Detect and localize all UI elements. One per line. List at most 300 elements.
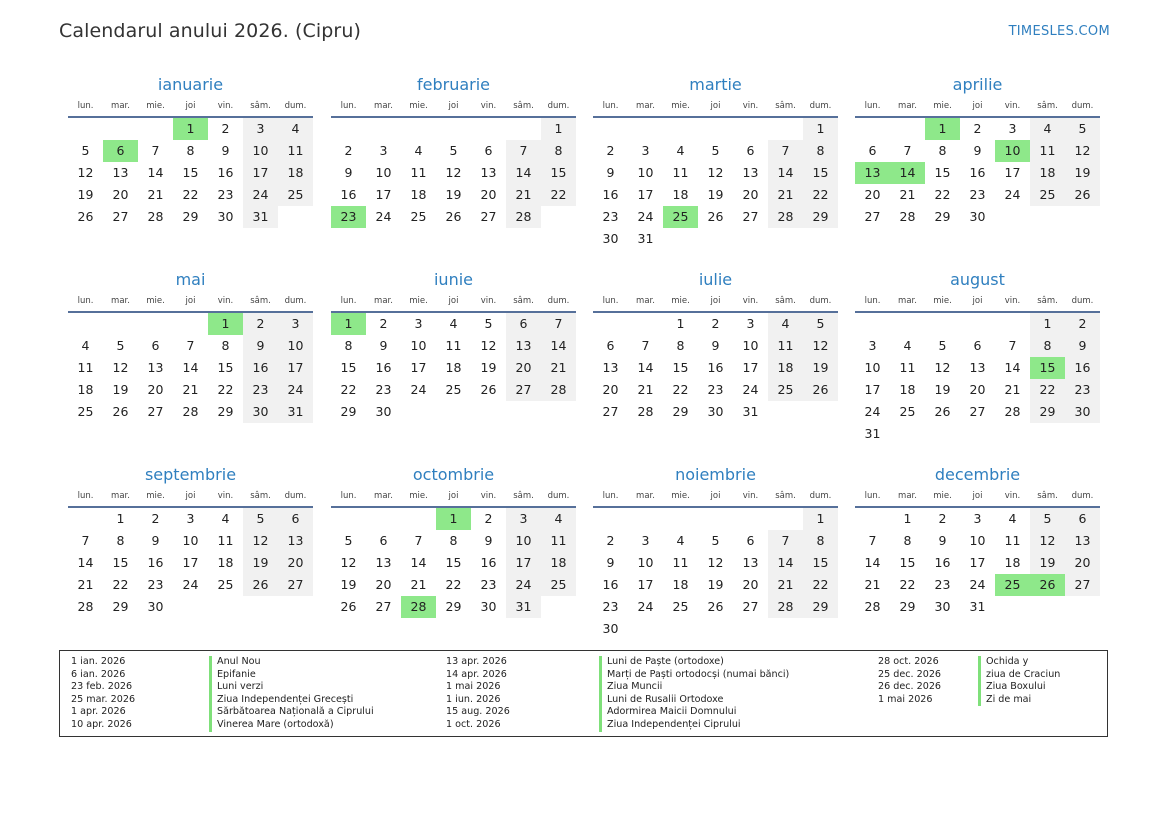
day-cell[interactable]: 9: [1065, 335, 1100, 357]
day-cell[interactable]: 5: [1030, 508, 1065, 530]
day-cell[interactable]: 2: [243, 313, 278, 335]
day-cell[interactable]: 21: [768, 184, 803, 206]
day-cell[interactable]: 7: [768, 140, 803, 162]
day-cell[interactable]: 7: [641, 338, 650, 353]
day-cell[interactable]: 25: [1030, 184, 1065, 206]
day-cell[interactable]: 10: [243, 140, 278, 162]
day-cell[interactable]: 9: [606, 555, 615, 570]
day-cell[interactable]: 3: [868, 338, 877, 353]
day-cell[interactable]: 28: [182, 404, 199, 419]
day-cell[interactable]: 26: [480, 382, 497, 397]
day-cell[interactable]: 2: [484, 511, 493, 526]
day-cell[interactable]: 15: [445, 555, 462, 570]
day-cell[interactable]: 7: [768, 530, 803, 552]
day-cell[interactable]: 16: [217, 165, 234, 180]
day-cell[interactable]: 12: [707, 555, 724, 570]
day-cell[interactable]: 24: [969, 577, 986, 592]
day-cell[interactable]: 5: [116, 338, 125, 353]
day-cell[interactable]: 17: [637, 577, 654, 592]
day-cell[interactable]: 30: [375, 404, 392, 419]
day-cell[interactable]: 2: [606, 143, 615, 158]
day-cell[interactable]: 29: [445, 599, 462, 614]
day-cell[interactable]: 5: [81, 143, 90, 158]
day-cell[interactable]: 24: [243, 184, 278, 206]
day-cell[interactable]: 7: [541, 313, 576, 335]
day-cell[interactable]: 30: [243, 401, 278, 423]
day-cell[interactable]: 23: [243, 379, 278, 401]
day-cell[interactable]: 3: [1008, 121, 1017, 136]
day-cell[interactable]: 1: [803, 118, 838, 140]
day-cell[interactable]: 31: [864, 426, 881, 441]
day-cell[interactable]: 2: [973, 121, 982, 136]
day-cell[interactable]: 7: [1008, 338, 1017, 353]
day-cell[interactable]: 11: [278, 140, 313, 162]
day-cell[interactable]: 2: [221, 121, 230, 136]
day-cell[interactable]: 25: [541, 574, 576, 596]
day-cell[interactable]: 12: [1030, 530, 1065, 552]
day-cell[interactable]: 8: [541, 140, 576, 162]
day-cell[interactable]: 18: [445, 360, 462, 375]
day-cell[interactable]: 17: [969, 555, 986, 570]
day-cell[interactable]: 23: [969, 187, 986, 202]
day-cell[interactable]: 20: [278, 552, 313, 574]
day-cell[interactable]: 29: [112, 599, 129, 614]
day-cell[interactable]: 1: [116, 511, 125, 526]
day-cell[interactable]: 3: [746, 316, 755, 331]
day-cell[interactable]: 8: [938, 143, 947, 158]
day-cell[interactable]: 2: [344, 143, 353, 158]
day-cell[interactable]: 27: [742, 599, 759, 614]
day-cell[interactable]: 23: [375, 382, 392, 397]
day-cell[interactable]: 7: [186, 338, 195, 353]
day-cell[interactable]: 22: [445, 577, 462, 592]
day-cell[interactable]: 31: [969, 599, 986, 614]
day-cell[interactable]: 14: [890, 162, 925, 184]
day-cell[interactable]: 3: [379, 143, 388, 158]
day-cell[interactable]: 13: [278, 530, 313, 552]
day-cell[interactable]: 1: [331, 313, 366, 335]
day-cell[interactable]: 7: [81, 533, 90, 548]
day-cell[interactable]: 10: [864, 360, 881, 375]
day-cell[interactable]: 23: [602, 209, 619, 224]
day-cell[interactable]: 19: [340, 577, 357, 592]
day-cell[interactable]: 29: [899, 599, 916, 614]
day-cell[interactable]: 14: [410, 555, 427, 570]
day-cell[interactable]: 23: [217, 187, 234, 202]
day-cell[interactable]: 6: [973, 338, 982, 353]
day-cell[interactable]: 10: [995, 140, 1030, 162]
day-cell[interactable]: 4: [768, 313, 803, 335]
day-cell[interactable]: 23: [331, 206, 366, 228]
day-cell[interactable]: 1: [541, 118, 576, 140]
day-cell[interactable]: 15: [182, 165, 199, 180]
day-cell[interactable]: 15: [899, 555, 916, 570]
day-cell[interactable]: 15: [340, 360, 357, 375]
day-cell[interactable]: 16: [375, 360, 392, 375]
day-cell[interactable]: 21: [864, 577, 881, 592]
day-cell[interactable]: 16: [147, 555, 164, 570]
day-cell[interactable]: 24: [410, 382, 427, 397]
day-cell[interactable]: 20: [602, 382, 619, 397]
day-cell[interactable]: 26: [707, 599, 724, 614]
day-cell[interactable]: 20: [480, 187, 497, 202]
day-cell[interactable]: 10: [969, 533, 986, 548]
day-cell[interactable]: 8: [803, 140, 838, 162]
day-cell[interactable]: 28: [147, 209, 164, 224]
day-cell[interactable]: 17: [278, 357, 313, 379]
day-cell[interactable]: 4: [81, 338, 90, 353]
day-cell[interactable]: 19: [934, 382, 951, 397]
day-cell[interactable]: 9: [606, 165, 615, 180]
day-cell[interactable]: 20: [742, 187, 759, 202]
day-cell[interactable]: 29: [672, 404, 689, 419]
day-cell[interactable]: 8: [221, 338, 230, 353]
day-cell[interactable]: 16: [340, 187, 357, 202]
day-cell[interactable]: 24: [864, 404, 881, 419]
day-cell[interactable]: 29: [803, 206, 838, 228]
day-cell[interactable]: 11: [768, 335, 803, 357]
day-cell[interactable]: 17: [182, 555, 199, 570]
day-cell[interactable]: 22: [182, 187, 199, 202]
day-cell[interactable]: 7: [506, 140, 541, 162]
day-cell[interactable]: 3: [641, 143, 650, 158]
day-cell[interactable]: 22: [899, 577, 916, 592]
day-cell[interactable]: 15: [934, 165, 951, 180]
day-cell[interactable]: 27: [742, 209, 759, 224]
day-cell[interactable]: 1: [903, 511, 912, 526]
day-cell[interactable]: 28: [768, 596, 803, 618]
day-cell[interactable]: 14: [506, 162, 541, 184]
day-cell[interactable]: 31: [243, 206, 278, 228]
day-cell[interactable]: 20: [864, 187, 881, 202]
day-cell[interactable]: 5: [344, 533, 353, 548]
day-cell[interactable]: 8: [676, 338, 685, 353]
day-cell[interactable]: 21: [899, 187, 916, 202]
day-cell[interactable]: 26: [1065, 184, 1100, 206]
day-cell[interactable]: 18: [1004, 555, 1021, 570]
day-cell[interactable]: 20: [742, 577, 759, 592]
day-cell[interactable]: 22: [934, 187, 951, 202]
day-cell[interactable]: 13: [480, 165, 497, 180]
day-cell[interactable]: 21: [637, 382, 654, 397]
day-cell[interactable]: 4: [541, 508, 576, 530]
day-cell[interactable]: 6: [1065, 508, 1100, 530]
day-cell[interactable]: 10: [506, 530, 541, 552]
day-cell[interactable]: 25: [410, 209, 427, 224]
day-cell[interactable]: 28: [768, 206, 803, 228]
day-cell[interactable]: 19: [77, 187, 94, 202]
day-cell[interactable]: 19: [112, 382, 129, 397]
day-cell[interactable]: 25: [278, 184, 313, 206]
day-cell[interactable]: 10: [182, 533, 199, 548]
day-cell[interactable]: 24: [182, 577, 199, 592]
day-cell[interactable]: 2: [711, 316, 720, 331]
day-cell[interactable]: 10: [742, 338, 759, 353]
day-cell[interactable]: 15: [803, 552, 838, 574]
day-cell[interactable]: 26: [77, 209, 94, 224]
day-cell[interactable]: 6: [746, 533, 755, 548]
day-cell[interactable]: 24: [637, 209, 654, 224]
day-cell[interactable]: 3: [641, 533, 650, 548]
day-cell[interactable]: 19: [1030, 552, 1065, 574]
day-cell[interactable]: 5: [803, 313, 838, 335]
day-cell[interactable]: 4: [278, 118, 313, 140]
day-cell[interactable]: 13: [855, 162, 890, 184]
day-cell[interactable]: 10: [375, 165, 392, 180]
day-cell[interactable]: 9: [484, 533, 493, 548]
day-cell[interactable]: 4: [221, 511, 230, 526]
day-cell[interactable]: 22: [541, 184, 576, 206]
day-cell[interactable]: 27: [480, 209, 497, 224]
day-cell[interactable]: 21: [768, 574, 803, 596]
day-cell[interactable]: 8: [449, 533, 458, 548]
day-cell[interactable]: 3: [973, 511, 982, 526]
day-cell[interactable]: 14: [637, 360, 654, 375]
day-cell[interactable]: 11: [541, 530, 576, 552]
day-cell[interactable]: 19: [243, 552, 278, 574]
day-cell[interactable]: 15: [672, 360, 689, 375]
day-cell[interactable]: 30: [147, 599, 164, 614]
day-cell[interactable]: 30: [969, 209, 986, 224]
brand-logo[interactable]: TIMESLES.COM: [1008, 24, 1110, 39]
day-cell[interactable]: 22: [672, 382, 689, 397]
day-cell[interactable]: 3: [186, 511, 195, 526]
day-cell[interactable]: 30: [602, 231, 619, 246]
day-cell[interactable]: 22: [803, 184, 838, 206]
day-cell[interactable]: 14: [182, 360, 199, 375]
day-cell[interactable]: 30: [934, 599, 951, 614]
day-cell[interactable]: 5: [484, 316, 493, 331]
day-cell[interactable]: 11: [217, 533, 234, 548]
day-cell[interactable]: 7: [414, 533, 423, 548]
day-cell[interactable]: 13: [375, 555, 392, 570]
day-cell[interactable]: 2: [379, 316, 388, 331]
day-cell[interactable]: 10: [278, 335, 313, 357]
day-cell[interactable]: 20: [506, 357, 541, 379]
day-cell[interactable]: 24: [637, 599, 654, 614]
day-cell[interactable]: 15: [112, 555, 129, 570]
day-cell[interactable]: 19: [707, 577, 724, 592]
day-cell[interactable]: 13: [742, 555, 759, 570]
day-cell[interactable]: 30: [1065, 401, 1100, 423]
day-cell[interactable]: 28: [77, 599, 94, 614]
day-cell[interactable]: 8: [116, 533, 125, 548]
day-cell[interactable]: 16: [602, 187, 619, 202]
day-cell[interactable]: 28: [637, 404, 654, 419]
day-cell[interactable]: 5: [711, 143, 720, 158]
day-cell[interactable]: 13: [506, 335, 541, 357]
day-cell[interactable]: 22: [1030, 379, 1065, 401]
day-cell[interactable]: 25: [899, 404, 916, 419]
day-cell[interactable]: 18: [217, 555, 234, 570]
day-cell[interactable]: 14: [147, 165, 164, 180]
day-cell[interactable]: 4: [414, 143, 423, 158]
day-cell[interactable]: 26: [803, 379, 838, 401]
day-cell[interactable]: 27: [506, 379, 541, 401]
day-cell[interactable]: 21: [410, 577, 427, 592]
day-cell[interactable]: 12: [707, 165, 724, 180]
day-cell[interactable]: 27: [278, 574, 313, 596]
day-cell[interactable]: 8: [1030, 335, 1065, 357]
day-cell[interactable]: 12: [243, 530, 278, 552]
day-cell[interactable]: 8: [803, 530, 838, 552]
day-cell[interactable]: 11: [410, 165, 427, 180]
day-cell[interactable]: 25: [995, 574, 1030, 596]
day-cell[interactable]: 24: [1004, 187, 1021, 202]
day-cell[interactable]: 21: [182, 382, 199, 397]
day-cell[interactable]: 18: [541, 552, 576, 574]
day-cell[interactable]: 6: [484, 143, 493, 158]
day-cell[interactable]: 6: [103, 140, 138, 162]
day-cell[interactable]: 7: [903, 143, 912, 158]
day-cell[interactable]: 3: [414, 316, 423, 331]
day-cell[interactable]: 12: [77, 165, 94, 180]
day-cell[interactable]: 24: [375, 209, 392, 224]
day-cell[interactable]: 24: [742, 382, 759, 397]
day-cell[interactable]: 29: [182, 209, 199, 224]
day-cell[interactable]: 19: [803, 357, 838, 379]
day-cell[interactable]: 7: [868, 533, 877, 548]
day-cell[interactable]: 2: [606, 533, 615, 548]
day-cell[interactable]: 9: [379, 338, 388, 353]
day-cell[interactable]: 29: [803, 596, 838, 618]
day-cell[interactable]: 25: [77, 404, 94, 419]
day-cell[interactable]: 25: [445, 382, 462, 397]
day-cell[interactable]: 18: [278, 162, 313, 184]
day-cell[interactable]: 28: [506, 206, 541, 228]
day-cell[interactable]: 25: [217, 577, 234, 592]
day-cell[interactable]: 8: [344, 338, 353, 353]
day-cell[interactable]: 23: [707, 382, 724, 397]
day-cell[interactable]: 6: [606, 338, 615, 353]
day-cell[interactable]: 3: [278, 313, 313, 335]
day-cell[interactable]: 21: [77, 577, 94, 592]
day-cell[interactable]: 28: [899, 209, 916, 224]
day-cell[interactable]: 24: [506, 574, 541, 596]
day-cell[interactable]: 28: [541, 379, 576, 401]
day-cell[interactable]: 9: [938, 533, 947, 548]
day-cell[interactable]: 26: [707, 209, 724, 224]
day-cell[interactable]: 27: [112, 209, 129, 224]
day-cell[interactable]: 28: [864, 599, 881, 614]
day-cell[interactable]: 5: [449, 143, 458, 158]
day-cell[interactable]: 27: [864, 209, 881, 224]
day-cell[interactable]: 6: [868, 143, 877, 158]
day-cell[interactable]: 6: [506, 313, 541, 335]
day-cell[interactable]: 23: [602, 599, 619, 614]
day-cell[interactable]: 14: [77, 555, 94, 570]
day-cell[interactable]: 13: [1065, 530, 1100, 552]
day-cell[interactable]: 13: [147, 360, 164, 375]
day-cell[interactable]: 9: [221, 143, 230, 158]
day-cell[interactable]: 28: [1004, 404, 1021, 419]
day-cell[interactable]: 6: [379, 533, 388, 548]
day-cell[interactable]: 25: [768, 379, 803, 401]
day-cell[interactable]: 22: [803, 574, 838, 596]
day-cell[interactable]: 27: [147, 404, 164, 419]
day-cell[interactable]: 9: [243, 335, 278, 357]
day-cell[interactable]: 30: [602, 621, 619, 636]
day-cell[interactable]: 8: [186, 143, 195, 158]
day-cell[interactable]: 18: [410, 187, 427, 202]
day-cell[interactable]: 23: [934, 577, 951, 592]
day-cell[interactable]: 19: [707, 187, 724, 202]
day-cell[interactable]: 5: [243, 508, 278, 530]
day-cell[interactable]: 1: [208, 313, 243, 335]
day-cell[interactable]: 5: [711, 533, 720, 548]
day-cell[interactable]: 31: [278, 401, 313, 423]
day-cell[interactable]: 18: [672, 577, 689, 592]
day-cell[interactable]: 27: [602, 404, 619, 419]
day-cell[interactable]: 7: [151, 143, 160, 158]
day-cell[interactable]: 19: [1065, 162, 1100, 184]
day-cell[interactable]: 14: [1004, 360, 1021, 375]
day-cell[interactable]: 31: [506, 596, 541, 618]
day-cell[interactable]: 23: [480, 577, 497, 592]
day-cell[interactable]: 8: [903, 533, 912, 548]
day-cell[interactable]: 17: [1004, 165, 1021, 180]
day-cell[interactable]: 4: [903, 338, 912, 353]
day-cell[interactable]: 31: [742, 404, 759, 419]
day-cell[interactable]: 6: [746, 143, 755, 158]
day-cell[interactable]: 16: [602, 577, 619, 592]
day-cell[interactable]: 23: [147, 577, 164, 592]
day-cell[interactable]: 30: [217, 209, 234, 224]
day-cell[interactable]: 17: [375, 187, 392, 202]
day-cell[interactable]: 21: [506, 184, 541, 206]
day-cell[interactable]: 11: [1004, 533, 1021, 548]
day-cell[interactable]: 12: [340, 555, 357, 570]
day-cell[interactable]: 26: [1030, 574, 1065, 596]
day-cell[interactable]: 15: [1030, 357, 1065, 379]
day-cell[interactable]: 26: [340, 599, 357, 614]
day-cell[interactable]: 9: [973, 143, 982, 158]
day-cell[interactable]: 10: [410, 338, 427, 353]
day-cell[interactable]: 22: [217, 382, 234, 397]
day-cell[interactable]: 20: [375, 577, 392, 592]
day-cell[interactable]: 18: [77, 382, 94, 397]
day-cell[interactable]: 1: [173, 118, 208, 140]
day-cell[interactable]: 17: [637, 187, 654, 202]
day-cell[interactable]: 16: [1065, 357, 1100, 379]
day-cell[interactable]: 3: [506, 508, 541, 530]
day-cell[interactable]: 2: [151, 511, 160, 526]
day-cell[interactable]: 10: [637, 165, 654, 180]
day-cell[interactable]: 25: [672, 599, 689, 614]
day-cell[interactable]: 28: [401, 596, 436, 618]
day-cell[interactable]: 1: [925, 118, 960, 140]
day-cell[interactable]: 5: [1065, 118, 1100, 140]
day-cell[interactable]: 12: [112, 360, 129, 375]
day-cell[interactable]: 22: [340, 382, 357, 397]
day-cell[interactable]: 4: [1008, 511, 1017, 526]
day-cell[interactable]: 17: [742, 360, 759, 375]
day-cell[interactable]: 29: [1030, 401, 1065, 423]
day-cell[interactable]: 6: [151, 338, 160, 353]
day-cell[interactable]: 6: [278, 508, 313, 530]
day-cell[interactable]: 12: [445, 165, 462, 180]
day-cell[interactable]: 12: [803, 335, 838, 357]
day-cell[interactable]: 18: [672, 187, 689, 202]
day-cell[interactable]: 9: [711, 338, 720, 353]
day-cell[interactable]: 30: [707, 404, 724, 419]
day-cell[interactable]: 26: [112, 404, 129, 419]
day-cell[interactable]: 9: [151, 533, 160, 548]
day-cell[interactable]: 4: [449, 316, 458, 331]
day-cell[interactable]: 22: [112, 577, 129, 592]
day-cell[interactable]: 20: [969, 382, 986, 397]
day-cell[interactable]: 14: [768, 552, 803, 574]
